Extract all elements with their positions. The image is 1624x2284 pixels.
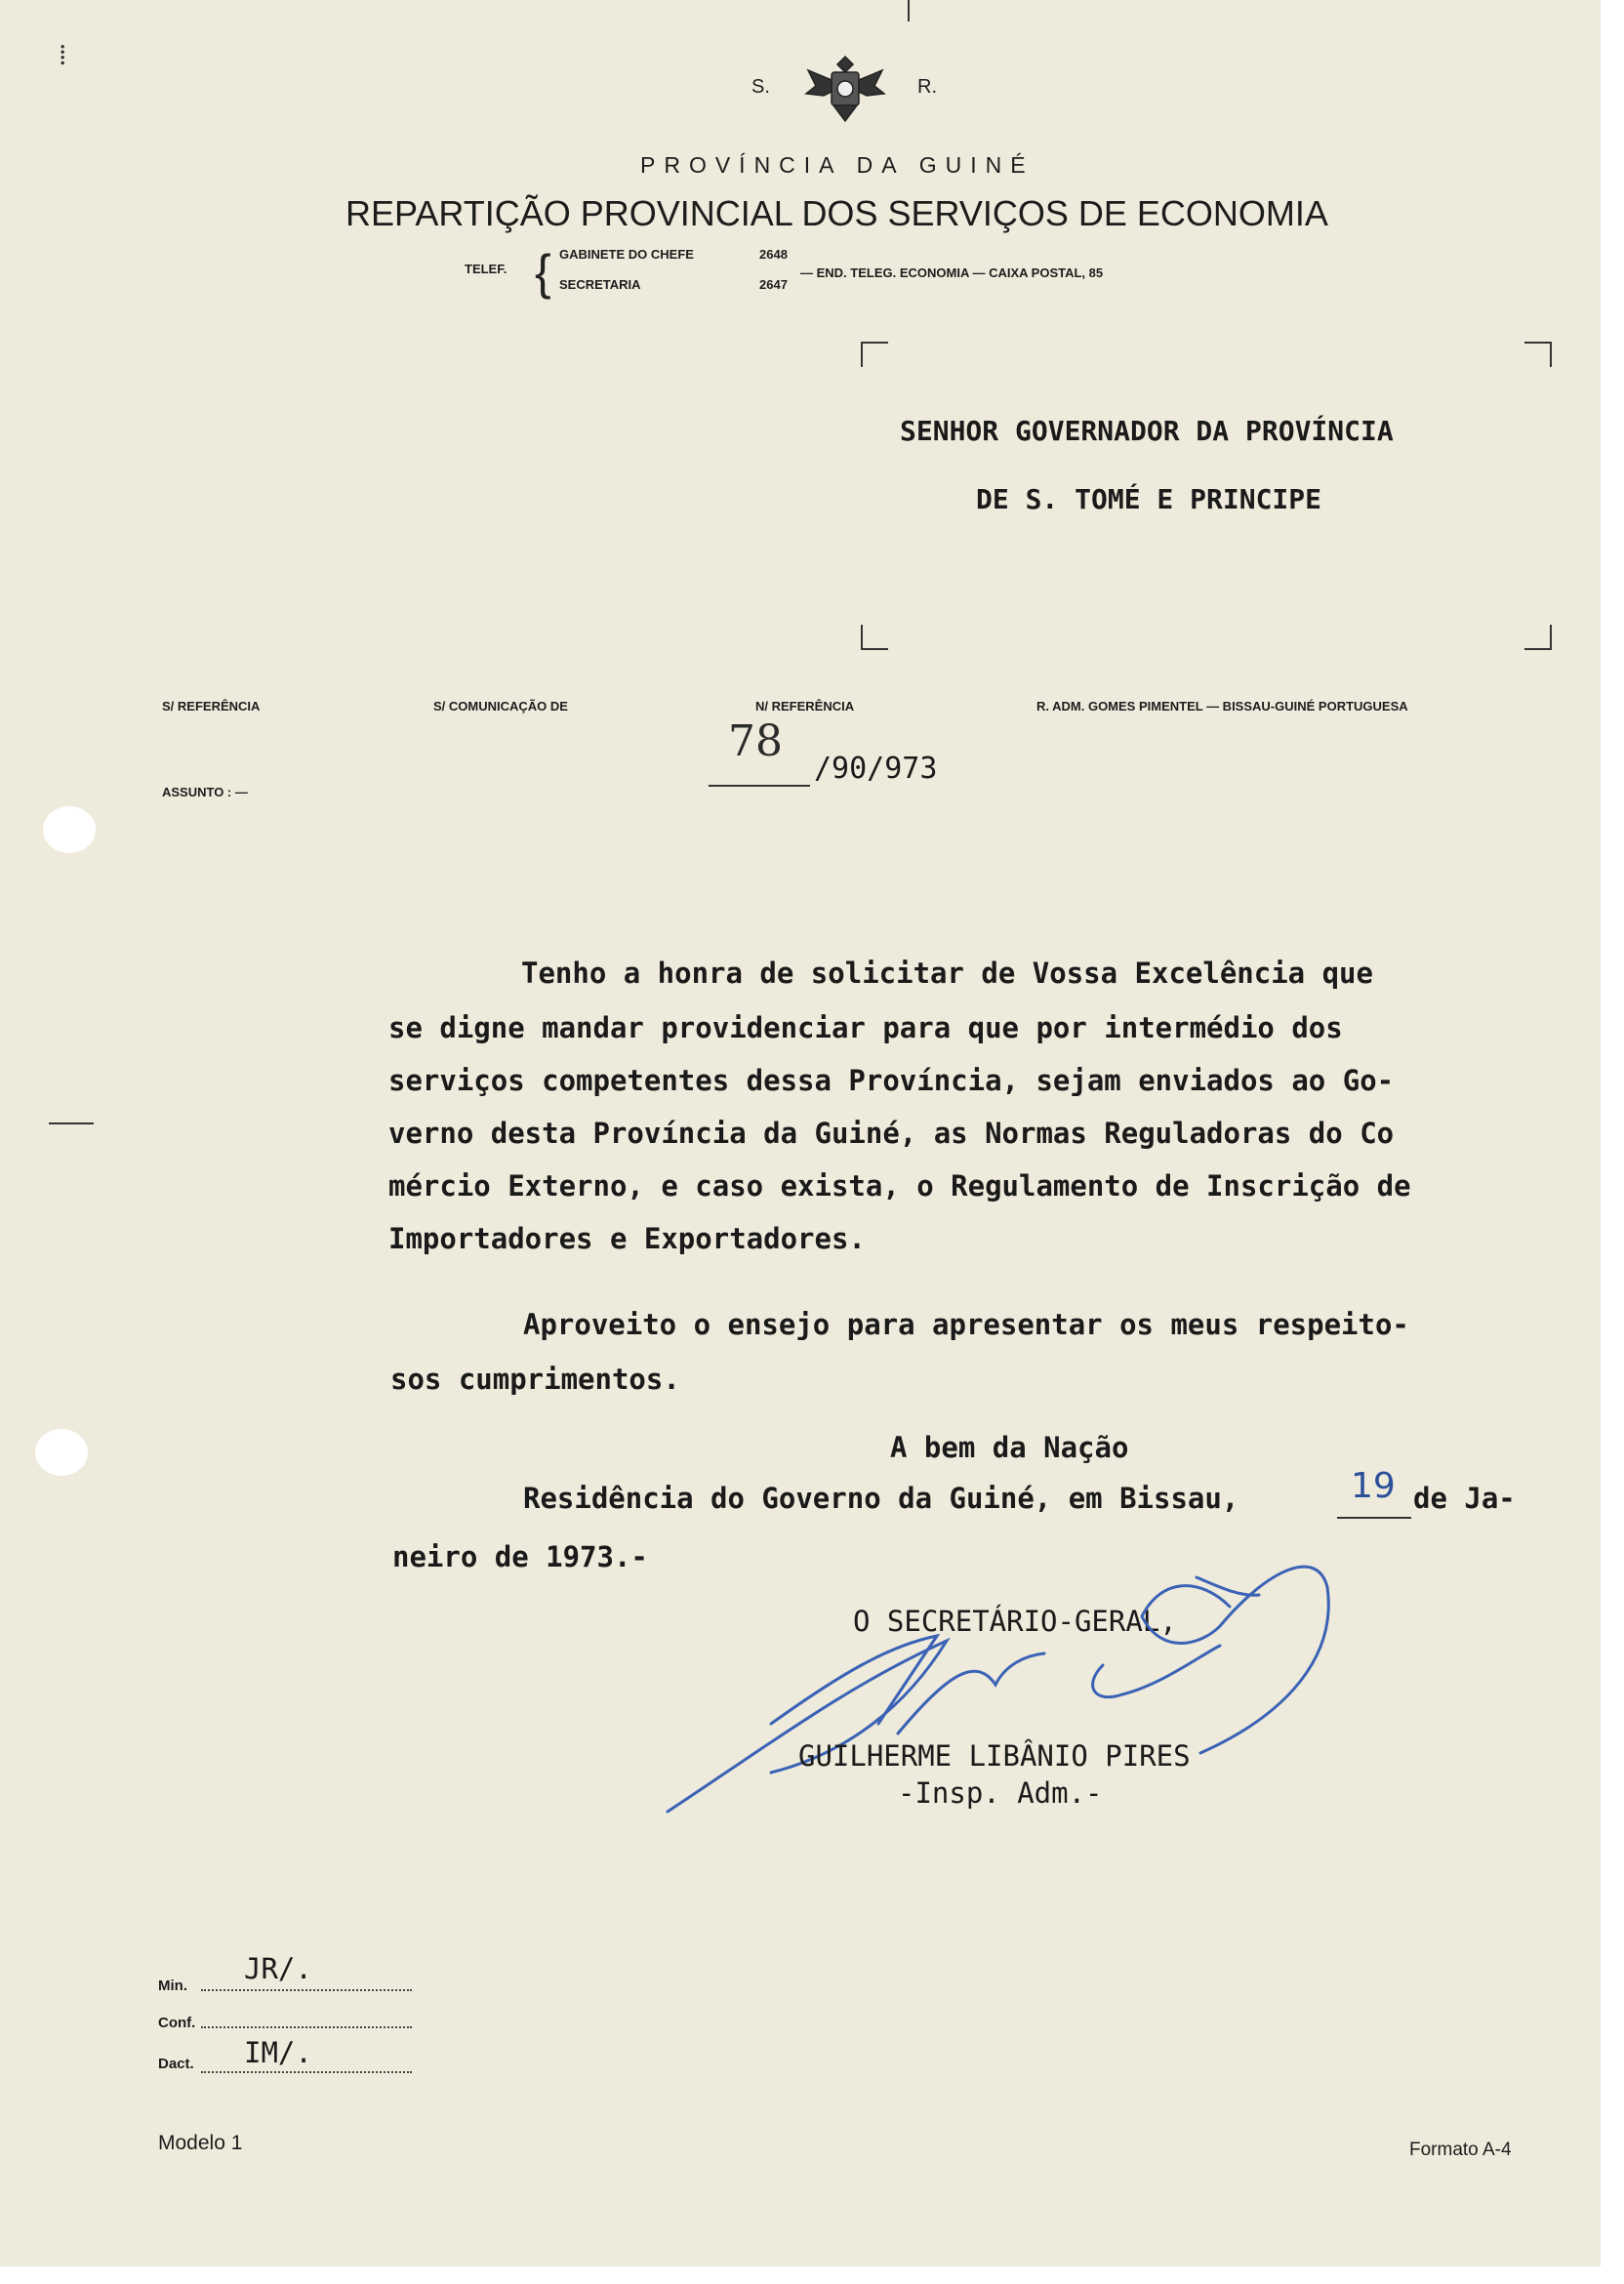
subject-label: ASSUNTO : —: [162, 785, 248, 799]
day-underline: [1337, 1517, 1411, 1519]
telephone-label: TELEF.: [465, 262, 508, 276]
your-reference-label: S/ REFERÊNCIA: [162, 699, 261, 714]
closing-line-1: Aproveito o ensejo para apresentar os meus respeito-: [523, 1308, 1409, 1341]
signatory-title: O SECRETÁRIO-GERAL,: [853, 1605, 1177, 1638]
signatory-name: GUILHERME LIBÂNIO PIRES: [798, 1739, 1191, 1773]
margin-mark-top: ⁞: [59, 39, 67, 71]
body-line-2: se digne mandar providenciar para que por intermédio dos: [388, 1011, 1343, 1044]
reference-number-handwritten: 78: [728, 716, 783, 766]
punch-hole-top: [43, 806, 96, 853]
min-dotted-line: [201, 1989, 412, 1991]
conf-dotted-line: [201, 2026, 412, 2028]
min-initials: JR/.: [244, 1952, 312, 1985]
recipient-line-2: DE S. TOMÉ E PRINCIPE: [976, 483, 1322, 515]
province-heading: PROVÍNCIA DA GUINÉ: [640, 152, 1035, 178]
address-corner-br-v: [1550, 625, 1552, 650]
address-corner-tl: [861, 342, 888, 344]
header-letter-left: S.: [751, 76, 770, 98]
our-reference-label: N/ REFERÊNCIA: [755, 699, 855, 714]
body-line-3: serviços competentes dessa Província, sejam enviados ao Go-: [388, 1064, 1395, 1097]
salutation: A bem da Nação: [890, 1431, 1129, 1464]
paper-format-label: Formato A-4: [1409, 2140, 1512, 2160]
cabinet-phone-label: GABINETE DO CHEFE: [559, 247, 694, 262]
address-corner-br: [1524, 648, 1552, 650]
date-continuation: de Ja-: [1413, 1482, 1516, 1515]
secretary-phone-number: 2647: [759, 277, 788, 292]
dact-label: Dact.: [158, 2056, 194, 2072]
top-center-mark: [908, 0, 910, 21]
header-letter-right: R.: [917, 76, 937, 98]
address-corner-tr: [1524, 342, 1552, 344]
address-corner-bl: [861, 648, 888, 650]
conf-label: Conf.: [158, 2015, 196, 2031]
address-corner-tl-v: [861, 342, 863, 367]
cabinet-phone-number: 2648: [759, 247, 788, 262]
coat-of-arms-emblem-icon: [800, 53, 890, 125]
department-title: REPARTIÇÃO PROVINCIAL DOS SERVIÇOS DE ECONOMIA: [345, 193, 1328, 233]
secretary-phone-label: SECRETARIA: [559, 277, 641, 292]
dact-initials: IM/.: [244, 2036, 312, 2069]
body-line-5: mércio Externo, e caso exista, o Regulamento de Inscrição de: [388, 1169, 1411, 1203]
year-line: neiro de 1973.-: [392, 1540, 648, 1573]
body-line-6: Importadores e Exportadores.: [388, 1222, 866, 1255]
body-line-1: Tenho a honra de solicitar de Vossa Excelência que: [521, 957, 1373, 990]
your-communication-label: S/ COMUNICAÇÃO DE: [433, 699, 568, 714]
dact-dotted-line: [201, 2071, 412, 2073]
closing-line-2: sos cumprimentos.: [390, 1363, 680, 1396]
min-label: Min.: [158, 1978, 187, 1994]
place-date-line: Residência do Governo da Guiné, em Bissau,: [523, 1482, 1239, 1515]
sender-address: R. ADM. GOMES PIMENTEL — BISSAU-GUINÉ PORTUGUESA: [1036, 699, 1408, 714]
reference-suffix: /90/973: [814, 752, 938, 786]
signatory-rank: -Insp. Adm.-: [898, 1776, 1103, 1810]
body-line-4: verno desta Província da Guiné, as Normas Reguladoras do Co: [388, 1117, 1395, 1150]
punch-hole-bottom: [35, 1429, 88, 1476]
telephone-brace: {: [535, 245, 551, 300]
reference-underline: [709, 785, 810, 787]
address-corner-bl-v: [861, 625, 863, 650]
address-corner-tr-v: [1550, 342, 1552, 367]
handwritten-day: 19: [1351, 1466, 1396, 1506]
telegraph-postal-info: — END. TELEG. ECONOMIA — CAIXA POSTAL, 85: [800, 265, 1104, 280]
recipient-line-1: SENHOR GOVERNADOR DA PROVÍNCIA: [900, 415, 1394, 447]
margin-fold-mark: [49, 1122, 94, 1124]
form-model-label: Modelo 1: [158, 2132, 243, 2154]
